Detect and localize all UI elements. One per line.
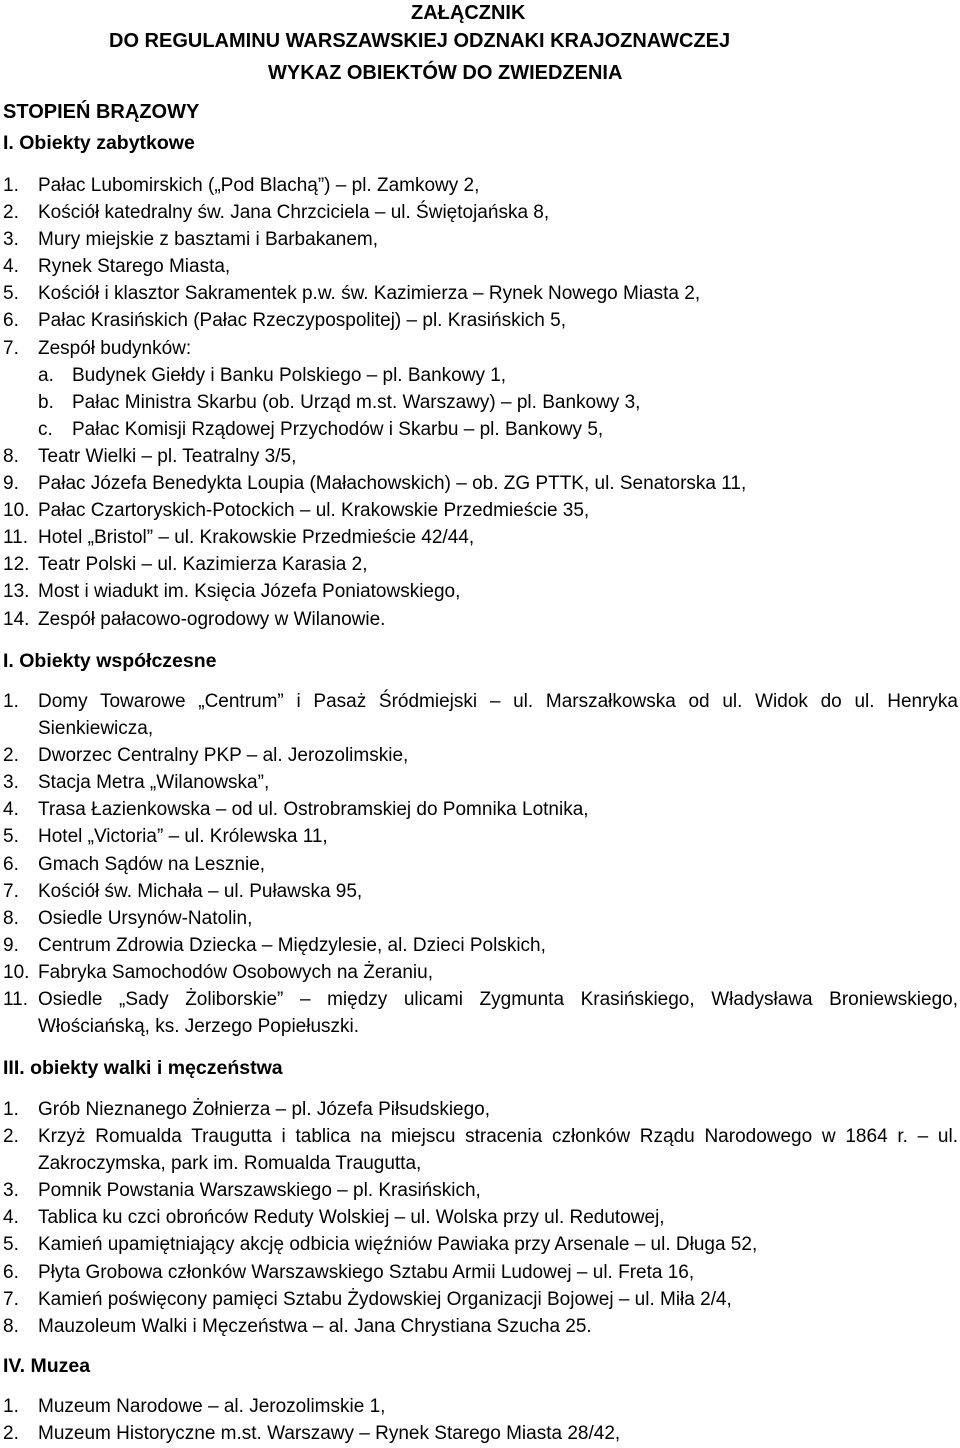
list-item: 14. Zespół pałacowo-ogrodowy w Wilanowie. [3, 608, 386, 630]
section-list [0, 1096, 960, 1340]
list-item: 8. Osiedle Ursynów-Natolin, [3, 907, 253, 929]
list-item: 2. Muzeum Historyczne m.st. Warszawy – Rynek Starego Miasta 28/42, [3, 1423, 621, 1445]
sub-list-item: b. Pałac Ministra Skarbu (ob. Urząd m.st. Warszawy) – pl. Bankowy 3, [38, 391, 641, 413]
list-item: 3. Pomnik Powstania Warszawskiego – pl. Krasińskich, [3, 1180, 481, 1202]
section-heading: I. Obiekty współczesne [3, 650, 217, 672]
list-item: 5. Hotel „Victoria” – ul. Królewska 11, [3, 826, 328, 848]
list-item: 3. Stacja Metra „Wilanowska”, [3, 772, 270, 794]
list-item: 11. Osiedle „Sady Żoliborskie” – między ulicami Zygmunta Krasińskiego, Władysława Broniewskiego, Włościańską, ks. Jerzego Popiełuszki. [3, 989, 958, 1038]
document-subtitle: DO REGULAMINU WARSZAWSKIEJ ODZNAKI KRAJOZNAWCZEJ [109, 30, 731, 52]
list-item: 10. Pałac Czartoryskich-Potockich – ul. Krakowskie Przedmieście 35, [3, 500, 590, 522]
list-item: 6. Gmach Sądów na Lesznie, [3, 853, 266, 875]
list-item: 13. Most i wiadukt im. Księcia Józefa Poniatowskiego, [3, 581, 461, 603]
section-list [0, 172, 960, 633]
list-item: 11. Hotel „Bristol” – ul. Krakowskie Przedmieście 42/44, [3, 527, 475, 549]
list-item: 2. Krzyż Romualda Traugutta i tablica na miejscu stracenia członków Rządu Narodowego w 1864 r. – ul. Zakroczymska, park im. Romualda Traugutta, [3, 1126, 958, 1175]
list-item: 8. Mauzoleum Walki i Męczeństwa – al. Jana Chrystiana Szucha 25. [3, 1315, 592, 1337]
list-item: 1. Domy Towarowe „Centrum” i Pasaż Śródmiejski – ul. Marszałkowska od ul. Widok do ul. Henryka Sienkiewicza, [3, 691, 958, 740]
list-item: 3. Mury miejskie z basztami i Barbakanem, [3, 229, 378, 251]
list-item: 2. Kościół katedralny św. Jana Chrzciciela – ul. Świętojańska 8, [3, 202, 550, 224]
list-item: 12. Teatr Polski – ul. Kazimierza Karasia 2, [3, 554, 368, 576]
degree-heading: STOPIEŃ BRĄZOWY [3, 101, 200, 123]
list-item: 6. Płyta Grobowa członków Warszawskiego Sztabu Armii Ludowej – ul. Freta 16, [3, 1261, 695, 1283]
document-title: ZAŁĄCZNIK [411, 2, 526, 24]
list-item: 7. Kamień poświęcony pamięci Sztabu Żydowskiej Organizacji Bojowej – ul. Miła 2/4, [3, 1288, 732, 1310]
list-title: WYKAZ OBIEKTÓW DO ZWIEDZENIA [268, 62, 623, 84]
sub-list-item: c. Pałac Komisji Rządowej Przychodów i Skarbu – pl. Bankowy 5, [38, 418, 604, 440]
section-list [0, 1393, 960, 1447]
list-item: 8. Teatr Wielki – pl. Teatralny 3/5, [3, 445, 297, 467]
list-item: 1. Grób Nieznanego Żołnierza – pl. Józefa Piłsudskiego, [3, 1099, 491, 1120]
list-item: 6. Pałac Krasińskich (Pałac Rzeczypospolitej) – pl. Krasińskich 5, [3, 310, 566, 332]
list-item: 9. Centrum Zdrowia Dziecka – Międzylesie, al. Dzieci Polskich, [3, 934, 546, 956]
list-item: 5. Kamień upamiętniający akcję odbicia więźniów Pawiaka przy Arsenale – ul. Długa 52, [3, 1234, 758, 1256]
section-heading: I. Obiekty zabytkowe [3, 132, 195, 154]
list-item: 4. Rynek Starego Miasta, [3, 256, 231, 278]
list-item: 7. Zespół budynków: [3, 337, 192, 359]
list-item: 1. Muzeum Narodowe – al. Jerozolimskie 1, [3, 1396, 386, 1417]
list-item: 9. Pałac Józefa Benedykta Loupia (Małachowskich) – ob. ZG PTTK, ul. Senatorska 11, [3, 473, 747, 495]
list-item: 4. Tablica ku czci obrońców Reduty Wolskiej – ul. Wolska przy ul. Redutowej, [3, 1207, 665, 1229]
list-item: 1. Pałac Lubomirskich („Pod Blachą”) – pl. Zamkowy 2, [3, 175, 480, 196]
list-item: 7. Kościół św. Michała – ul. Puławska 95, [3, 880, 363, 902]
section-list [0, 688, 960, 1040]
list-item: 4. Trasa Łazienkowska – od ul. Ostrobramskiej do Pomnika Lotnika, [3, 799, 589, 821]
list-item: 10. Fabryka Samochodów Osobowych na Żeraniu, [3, 961, 433, 983]
list-item: 2. Dworzec Centralny PKP – al. Jerozolimskie, [3, 745, 409, 767]
section-heading: IV. Muzea [3, 1355, 91, 1377]
sub-list-item: a. Budynek Giełdy i Banku Polskiego – pl. Bankowy 1, [38, 364, 507, 386]
section-heading: III. obiekty walki i męczeństwa [3, 1057, 283, 1079]
list-item: 5. Kościół i klasztor Sakramentek p.w. św. Kazimierza – Rynek Nowego Miasta 2, [3, 283, 701, 305]
